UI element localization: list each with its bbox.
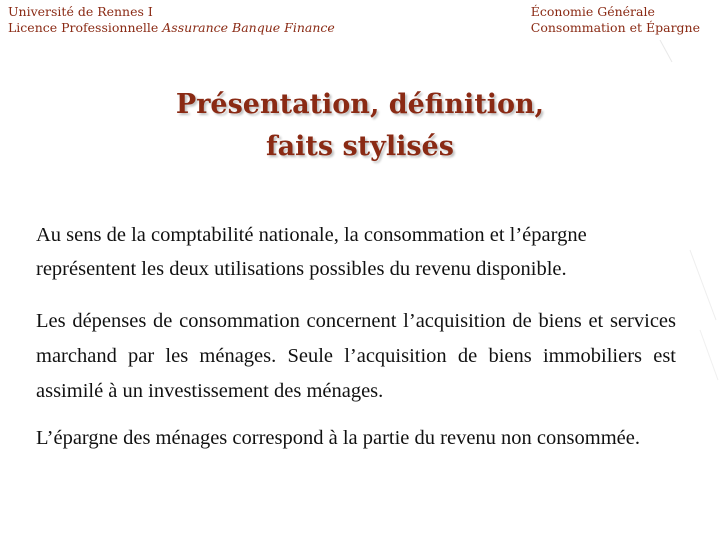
program-name: Licence Professionnelle Assurance Banque Finance	[8, 20, 335, 35]
paragraph-savings: L’épargne des ménages correspond à la partie du revenu non consommée.	[36, 427, 640, 449]
paragraph-definition: Au sens de la comptabilité nationale, la consommation et l’épargne représentent les deux utilisations possibles du revenu disponible.	[36, 224, 587, 280]
header-left	[8, 4, 335, 36]
course-name: Économie Générale	[530, 4, 655, 19]
header-right	[531, 4, 700, 36]
course-topic: Consommation et Épargne	[530, 20, 700, 35]
slide-title: Présentation, définition, faits stylisés	[175, 89, 545, 162]
paragraph-consumption: Les dépenses de consommation concernent l’acquisition de biens et services marchand par les ménages. Seule l’acquisition de biens immobiliers est assimilé à un investissement des ménages.	[36, 310, 676, 402]
university-name: Université de Rennes I	[8, 4, 153, 19]
